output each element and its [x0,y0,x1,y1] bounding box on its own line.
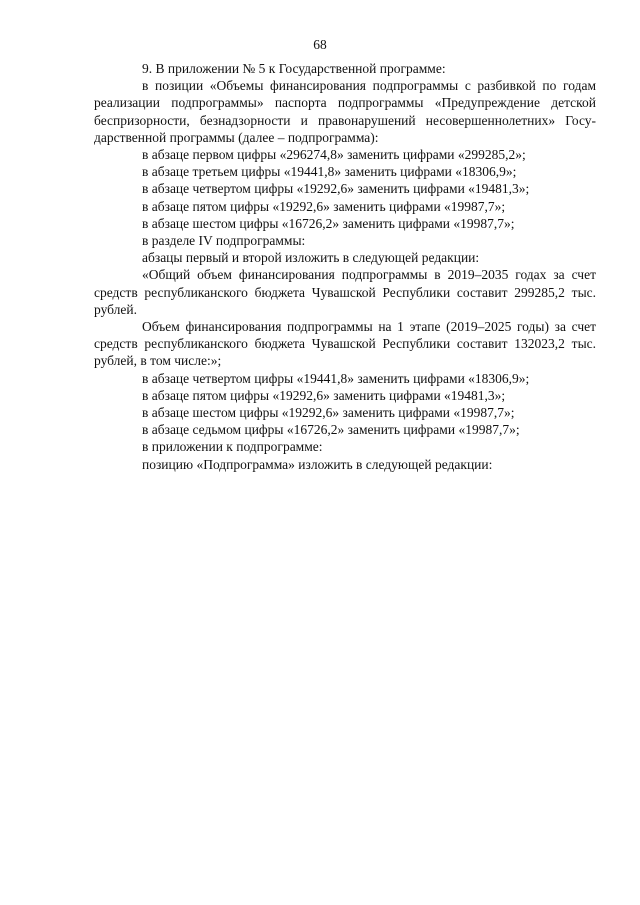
document-body [94,60,596,473]
paragraph-amendment-1: в абзаце первом цифры «296274,8» заменить цифрами «299285,2»; [142,147,526,163]
paragraph-amendment-iv-7: в абзаце седьмом цифры «16726,2» заменить цифрами «19987,7»; [142,422,520,438]
paragraph-amendment-iv-5: в абзаце пятом цифры «19292,6» заменить цифрами «19481,3»; [142,387,506,403]
paragraph-amendment-6: в абзаце шестом цифры «16726,2» заменить цифрами «19987,7»; [142,215,515,231]
paragraph-total-financing: «Общий объем финансирования подпрограммы в 2019–2035 годах за счет средств республиканского бюджета Чувашской Республики составит 299285,2 тыс. рублей. [94,267,596,317]
paragraph-amendment-4: в абзаце четвертом цифры «19292,6» заменить цифрами «19481,3»; [142,181,530,197]
paragraph-subprogram-position: позицию «Подпрограмма» изложить в следующей редакции: [142,456,493,472]
page-number: 68 [313,37,327,52]
paragraph-amendment-iv-4: в абзаце четвертом цифры «19441,8» заменить цифрами «18306,9»; [142,370,530,386]
paragraph-stage-1-financing: Объем финансирования подпрограммы на 1 этапе (2019–2025 годы) за счет средств республиканского бюджета Чувашской Республики составит 132023,2 тыс. рублей, в том числе:»; [94,319,596,369]
paragraph-new-wording: абзацы первый и второй изложить в следующей редакции: [142,250,480,266]
paragraph-amendment-iv-6: в абзаце шестом цифры «19292,6» заменить цифрами «19987,7»; [142,405,515,421]
paragraph-section-iv: в разделе IV подпрограммы: [142,233,306,249]
paragraph-amendment-3: в абзаце третьем цифры «19441,8» заменить цифрами «18306,9»; [142,164,517,180]
paragraph-financing-position: в позиции «Объемы финансирования подпрограммы с разбивкой по годам реализации подпрограммы» паспорта подпрограммы «Предупреждение детской беспризорности, безнадзорности и правонарушений несовершеннолетних» Госу-дарственной программы (далее – подпрограмма): [94,78,596,145]
paragraph-appendix: в приложении к подпрограмме: [142,439,323,455]
paragraph-section-9: 9. В приложении № 5 к Государственной программе: [142,61,446,76]
paragraph-amendment-5: в абзаце пятом цифры «19292,6» заменить цифрами «19987,7»; [142,198,506,214]
